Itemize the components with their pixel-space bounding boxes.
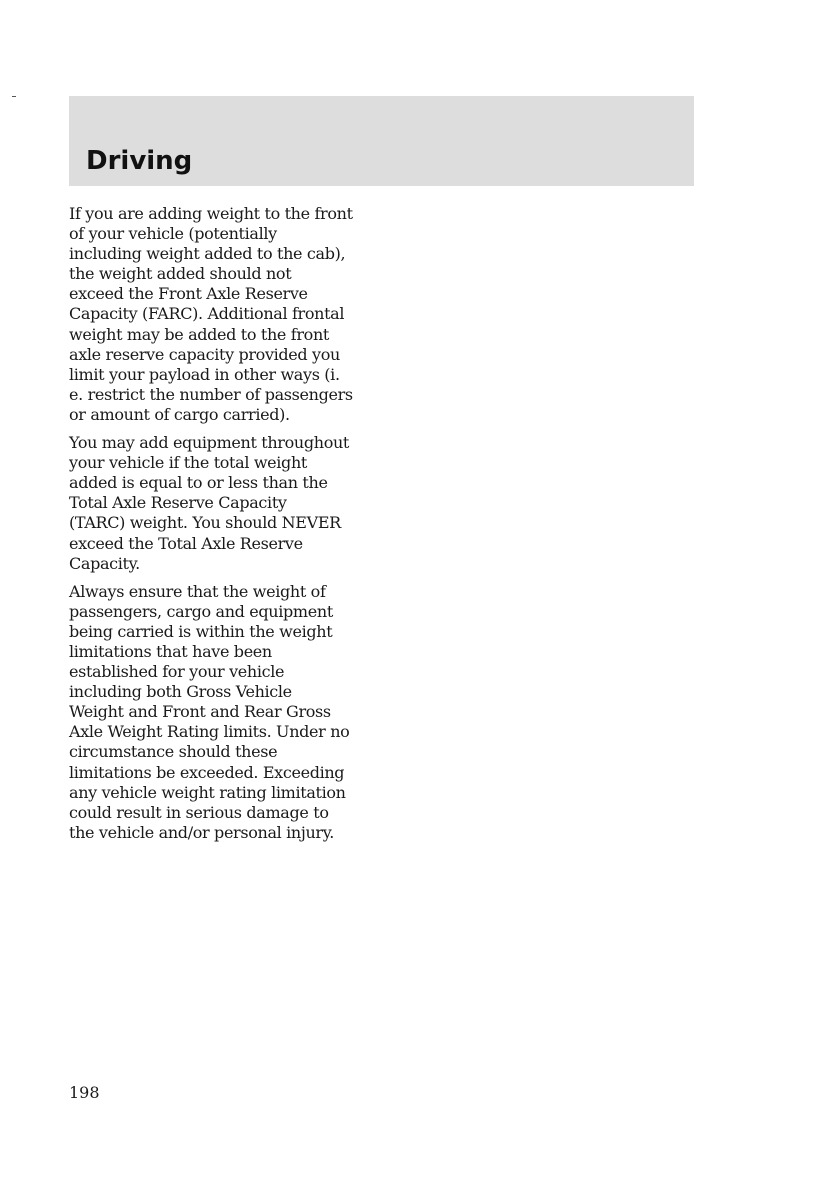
- paragraph-total-axle: You may add equipment throughout your vehicle if the total weight added is equal to or less than the Total Axle Reserve Capacity (TARC) weight. You should NEVER exceed the Total Axle Reserve Capacity.: [69, 433, 350, 573]
- scan-mark: [12, 96, 16, 97]
- section-title: Driving: [86, 146, 193, 176]
- section-header: [69, 96, 694, 186]
- page-number: 198: [69, 1083, 100, 1102]
- paragraph-front-axle: If you are adding weight to the front of your vehicle (potentially including weight added to the cab), the weight added should not exceed the Front Axle Reserve Capacity (FARC). Additional frontal weight may be added to the front axle reserve capacity provided you limit your payload in other ways (i. e. restrict the number of passengers or amount of cargo carried).: [69, 204, 353, 424]
- body-text: [69, 204, 373, 851]
- paragraph-weight-limits: Always ensure that the weight of passengers, cargo and equipment being carried is within the weight limitations that have been established for your vehicle including both Gross Vehicle Weight and Front and Rear Gross Axle Weight Rating limits. Under no circumstance should these limitations be exceeded. Exceeding any vehicle weight rating limitation could result in serious damage to the vehicle and/or personal injury.: [69, 581, 350, 842]
